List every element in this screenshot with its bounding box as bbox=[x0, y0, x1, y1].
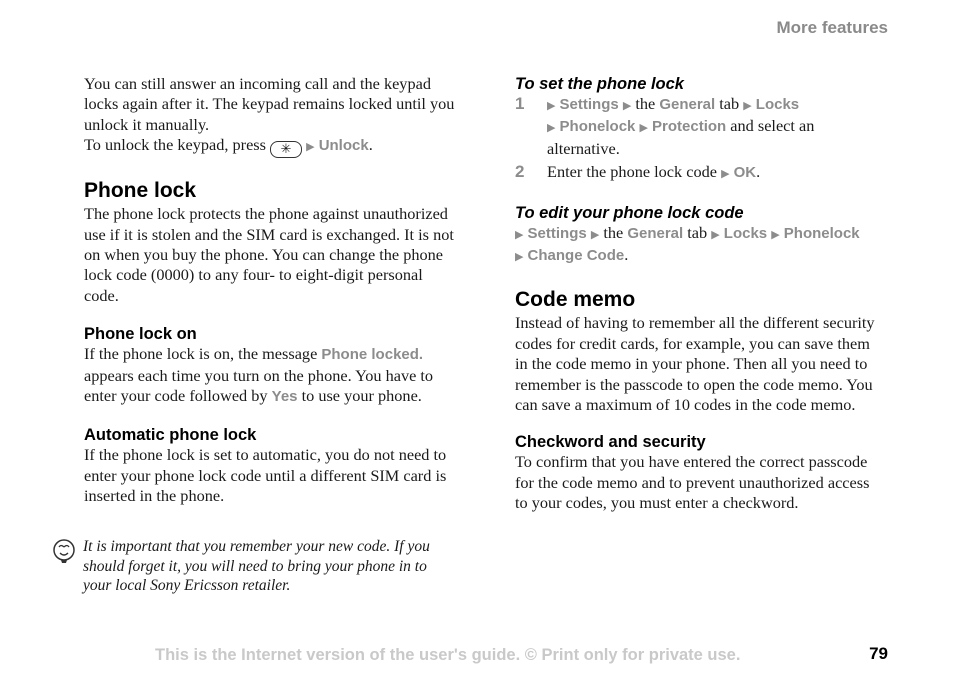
settings-label: Settings bbox=[559, 96, 619, 113]
arrow-right-icon: ▶ bbox=[771, 228, 780, 241]
settings-label: Settings bbox=[527, 224, 587, 242]
text-the: the bbox=[635, 94, 656, 113]
code-memo-heading: Code memo bbox=[515, 288, 636, 312]
protection-label: Protection bbox=[652, 118, 727, 136]
text-tab: tab bbox=[719, 94, 740, 113]
set-lock-heading: To set the phone lock bbox=[515, 75, 684, 93]
yes-label: Yes bbox=[271, 388, 298, 406]
locks-label: Locks bbox=[755, 96, 800, 113]
general-tab-label: General bbox=[659, 96, 716, 113]
arrow-right-icon: ▶ bbox=[547, 122, 556, 135]
star-key-icon: ✳ bbox=[270, 141, 302, 158]
phone-locked-message: Phone locked. bbox=[321, 346, 424, 364]
step-2-number: 2 bbox=[515, 162, 525, 182]
phonelock-label: Phonelock bbox=[783, 224, 860, 242]
phone-lock-heading: Phone lock bbox=[84, 179, 197, 203]
step-1-tail: and select an alternative. bbox=[547, 116, 815, 158]
tip-lightbulb-icon bbox=[52, 539, 76, 565]
locks-label: Locks bbox=[723, 224, 768, 242]
step-1-number: 1 bbox=[515, 94, 525, 113]
step-1 bbox=[515, 94, 875, 159]
step-2-text: Enter the phone lock code bbox=[547, 162, 717, 182]
phone-lock-on-text-3: to use your phone. bbox=[301, 386, 422, 406]
checkword-body: To confirm that you have entered the correct passcode for the code memo and to prevent unauthorized access to your codes, you must enter a checkword. bbox=[515, 452, 870, 513]
arrow-right-icon: ▶ bbox=[711, 228, 720, 241]
intro-text: You can still answer an incoming call and the keypad locks again after it. The keypad remains locked until you unlock it manually. To unlock the keypad, press ✳ ▶ Unlock. bbox=[84, 74, 455, 158]
right-column bbox=[515, 74, 875, 514]
arrow-right-icon: ▶ bbox=[721, 168, 730, 181]
ok-label: OK bbox=[733, 164, 757, 182]
footer-notice: This is the Internet version of the user's guide. © Print only for private use. bbox=[155, 646, 741, 664]
text-the: the bbox=[603, 222, 624, 242]
arrow-right-icon: ▶ bbox=[515, 251, 524, 264]
edit-lock-path: ▶ Settings ▶ the General tab ▶ Locks ▶ Phonelock ▶ Change Code. bbox=[515, 222, 860, 265]
arrow-right-icon: ▶ bbox=[590, 228, 600, 241]
unlock-instruction: To unlock the keypad, press bbox=[84, 135, 266, 155]
phonelock-label: Phonelock bbox=[559, 118, 636, 136]
change-code-label: Change Code bbox=[527, 247, 625, 265]
code-memo-body: Instead of having to remember all the different security codes for credit cards, for example, you can save them in the code memo in your phone. Then all you need to remember is the passcode to open the code memo. You can save a maximum of 10 codes in the code memo. bbox=[515, 313, 875, 415]
general-tab-label: General bbox=[627, 224, 684, 242]
phone-lock-on-text-2: appears each time you turn on the phone. You have to enter your code followed by bbox=[84, 365, 434, 406]
arrow-right-icon: ▶ bbox=[743, 100, 752, 112]
arrow-right-icon: ▶ bbox=[515, 228, 524, 241]
auto-lock-heading: Automatic phone lock bbox=[84, 426, 257, 445]
arrow-right-icon: ▶ bbox=[547, 100, 556, 112]
intro-paragraph: You can still answer an incoming call and the keypad locks again after it. The keypad remains locked until you unlock it manually. bbox=[84, 74, 455, 134]
phone-lock-on-heading: Phone lock on bbox=[84, 325, 197, 344]
arrow-right-icon: ▶ bbox=[622, 100, 632, 112]
unlock-menu-label: Unlock bbox=[318, 137, 369, 155]
tip-text: It is important that you remember your new code. If you should forget it, you will need to bring your phone in to your local Sony Ericsson retailer. bbox=[83, 538, 430, 594]
arrow-right-icon: ▶ bbox=[639, 122, 648, 135]
checkword-heading: Checkword and security bbox=[515, 433, 706, 452]
auto-lock-body: If the phone lock is set to automatic, you do not need to enter your phone lock code until a different SIM card is inserted in the phone. bbox=[84, 445, 447, 506]
phone-lock-body: The phone lock protects the phone against unauthorized use if it is stolen and the SIM card is exchanged. It is not on when you buy the phone. You can change the phone lock code (0000) to any four- to eight-digit personal code. bbox=[84, 204, 454, 305]
left-column bbox=[84, 74, 456, 507]
section-header: More features bbox=[776, 18, 888, 37]
phone-lock-on-body bbox=[84, 344, 456, 407]
phone-lock-on-text-1: If the phone lock is on, the message bbox=[84, 344, 318, 364]
tip-note bbox=[52, 537, 452, 596]
arrow-right-icon: ▶ bbox=[306, 141, 315, 154]
text-tab: tab bbox=[687, 222, 708, 242]
page-number: 79 bbox=[869, 644, 888, 663]
step-2: 2 Enter the phone lock code ▶ OK. bbox=[515, 162, 761, 182]
edit-lock-heading: To edit your phone lock code bbox=[515, 203, 744, 222]
